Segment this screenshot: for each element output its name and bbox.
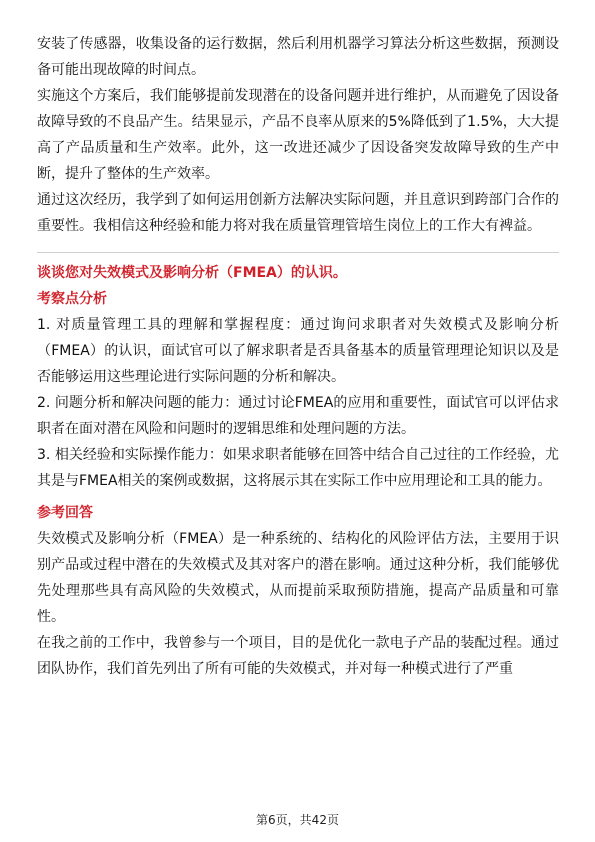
body-paragraph: 通过这次经历，我学到了如何运用创新方法解决实际问题，并且意识到跨部门合作的重要性。我相信这种经验和能力将对我在质量管理管培生岗位上的工作大有裨益。 [37, 192, 559, 234]
page-number-footer: 第6页，共42页 [256, 813, 339, 827]
analysis-item: 3. 相关经验和实际操作能力：如果求职者能够在回答中结合自己过往的工作经验，尤其是与FMEA相关的案例或数据，这将展示其在实际工作中应用理论和工具的能力。 [37, 447, 559, 489]
analysis-heading: 考察点分析 [37, 291, 107, 307]
answer-paragraph: 失效模式及影响分析（FMEA）是一种系统的、结构化的风险评估方法，主要用于识别产品或过程中潜在的失效模式及其对客户的潜在影响。通过这种分析，我们能够优先处理那些具有高风险的失效模式，从而提前采取预防措施，提高产品质量和可靠性。 [37, 531, 559, 625]
answer-heading: 参考回答 [37, 505, 93, 521]
analysis-item: 2. 问题分析和解决问题的能力：通过讨论FMEA的应用和重要性，面试官可以评估求职者在面对潜在风险和问题时的逻辑思维和处理问题的方法。 [37, 395, 559, 437]
answer-paragraph: 在我之前的工作中，我曾参与一个项目，目的是优化一款电子产品的装配过程。通过团队协作，我们首先列出了所有可能的失效模式，并对每一种模式进行了严重 [37, 635, 559, 677]
analysis-item: 1. 对质量管理工具的理解和掌握程度：通过询问求职者对失效模式及影响分析（FMEA）的认识，面试官可以了解求职者是否具备基本的质量管理理论知识以及是否能够运用这些理论进行实际问题的分析和解决。 [37, 317, 559, 385]
body-paragraph: 实施这个方案后，我们能够提前发现潜在的设备问题并进行维护，从而避免了因设备故障导致的不良品产生。结果显示，产品不良率从原来的5%降低到了1.5%，大大提高了产品质量和生产效率。此外，这一改进还减少了因设备突发故障导致的生产中断，提升了整体的生产效率。 [37, 88, 559, 182]
section-divider [37, 252, 559, 253]
question-title: 谈谈您对失效模式及影响分析（FMEA）的认识。 [37, 265, 347, 281]
page-content [37, 31, 559, 682]
body-paragraph: 安装了传感器，收集设备的运行数据，然后利用机器学习算法分析这些数据，预测设备可能出现故障的时间点。 [37, 36, 559, 78]
